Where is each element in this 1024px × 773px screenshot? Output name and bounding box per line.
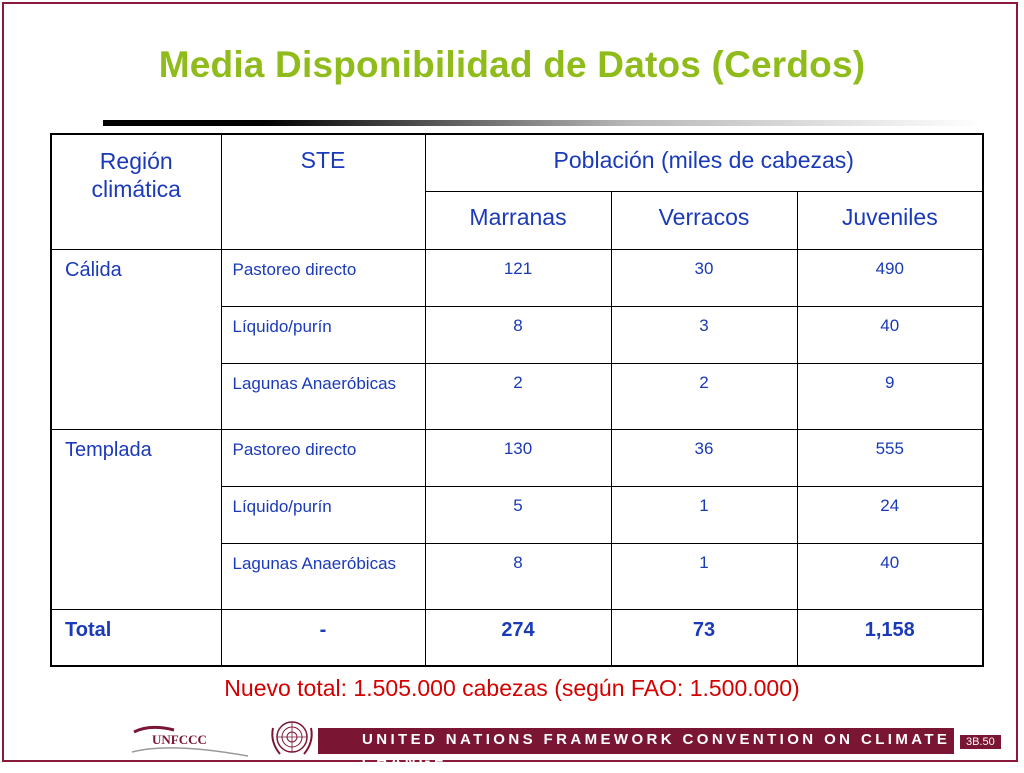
table-row <box>51 249 983 306</box>
verracos-cell: 1 <box>611 543 797 609</box>
header-row-1 <box>51 134 983 191</box>
title-divider <box>103 120 983 126</box>
header-ste: STE <box>221 134 425 249</box>
ste-cell: Lagunas Anaeróbicas <box>221 363 425 429</box>
logo-text: UNFCCC <box>152 732 207 747</box>
header-region: Región climática <box>51 134 221 249</box>
data-table <box>50 133 984 667</box>
marranas-cell: 8 <box>425 543 611 609</box>
verracos-cell: 36 <box>611 429 797 486</box>
ste-cell: Líquido/purín <box>221 486 425 543</box>
ste-cell: Pastoreo directo <box>221 249 425 306</box>
total-marranas: 274 <box>425 609 611 666</box>
slide-title: Media Disponibilidad de Datos (Cerdos) <box>158 44 866 85</box>
marranas-cell: 2 <box>425 363 611 429</box>
juveniles-cell: 24 <box>797 486 983 543</box>
juveniles-cell: 9 <box>797 363 983 429</box>
unfccc-logo <box>130 722 250 758</box>
marranas-cell: 8 <box>425 306 611 363</box>
slide-number: 3B.50 <box>960 735 1001 749</box>
juveniles-cell: 40 <box>797 543 983 609</box>
juveniles-cell: 490 <box>797 249 983 306</box>
region-cell: Cálida <box>51 249 221 429</box>
header-verracos: Verracos <box>611 191 797 249</box>
ste-cell: Lagunas Anaeróbicas <box>221 543 425 609</box>
marranas-cell: 121 <box>425 249 611 306</box>
region-cell: Templada <box>51 429 221 609</box>
verracos-cell: 3 <box>611 306 797 363</box>
footnote: Nuevo total: 1.505.000 cabezas (según FAO: 1.500.000) <box>224 675 800 701</box>
verracos-cell: 2 <box>611 363 797 429</box>
marranas-cell: 5 <box>425 486 611 543</box>
header-population: Población (miles de cabezas) <box>425 134 983 191</box>
total-row <box>51 609 983 666</box>
verracos-cell: 30 <box>611 249 797 306</box>
table-row <box>51 429 983 486</box>
total-ste: - <box>221 609 425 666</box>
header-juveniles: Juveniles <box>797 191 983 249</box>
header-marranas: Marranas <box>425 191 611 249</box>
juveniles-cell: 555 <box>797 429 983 486</box>
un-emblem-icon <box>266 716 318 762</box>
ste-cell: Líquido/purín <box>221 306 425 363</box>
total-label: Total <box>51 609 221 666</box>
total-juveniles: 1,158 <box>797 609 983 666</box>
verracos-cell: 1 <box>611 486 797 543</box>
footer-text: UNITED NATIONS FRAMEWORK CONVENTION ON CLIMATE CHANGE <box>362 731 951 770</box>
ste-cell: Pastoreo directo <box>221 429 425 486</box>
total-verracos: 73 <box>611 609 797 666</box>
juveniles-cell: 40 <box>797 306 983 363</box>
marranas-cell: 130 <box>425 429 611 486</box>
